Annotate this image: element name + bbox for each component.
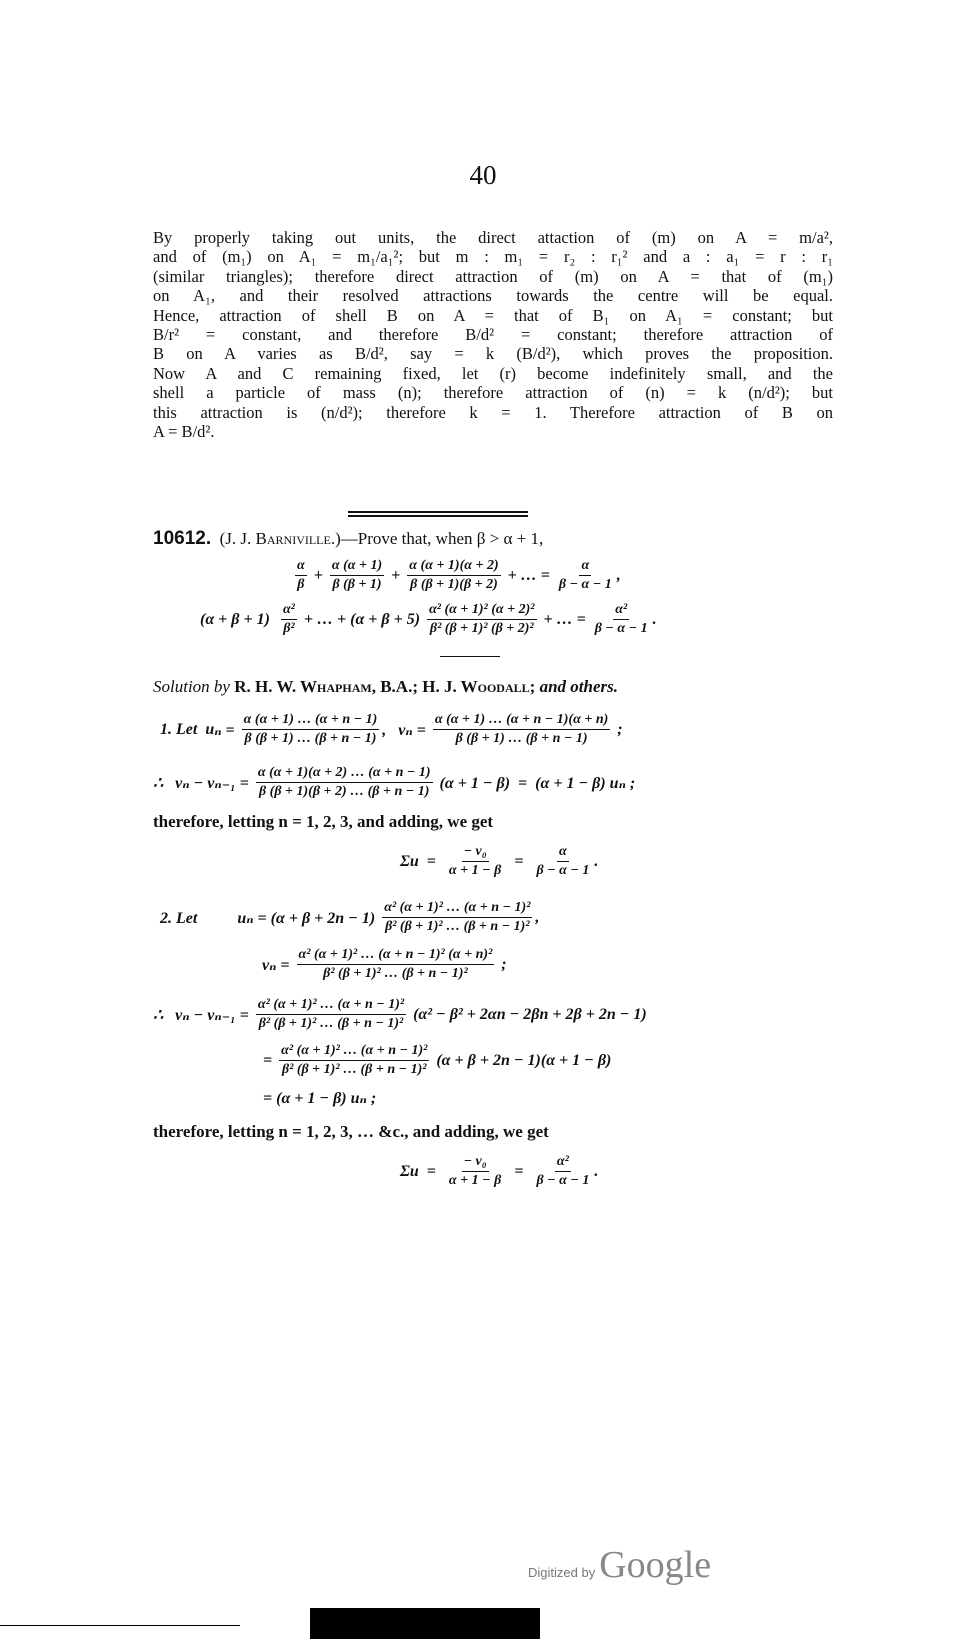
paragraph-line: By properly taking out units, the direct attaction of (m) on A = m/a², bbox=[153, 228, 833, 247]
denominator: β − α − 1 bbox=[536, 1173, 590, 1188]
letting-text-2: therefore, letting n = 1, 2, 3, … &c., and adding, we get bbox=[153, 1122, 549, 1141]
equation-text: , vₙ = bbox=[382, 721, 430, 739]
paragraph-line: B on A varies as B/d², say = k (B/d²), which proves the proposition. bbox=[153, 344, 833, 364]
equation-text: = bbox=[263, 1051, 277, 1069]
numerator: α bbox=[579, 558, 591, 576]
denominator: β (β + 1) … (β + n − 1) bbox=[455, 731, 588, 746]
equation-text: ; bbox=[497, 955, 507, 973]
paragraph-line: on A₁, and their resolved attractions towards the centre will be equal. bbox=[153, 286, 833, 306]
equation-text: + bbox=[387, 566, 405, 584]
equation-text: ₙ = bbox=[214, 721, 239, 739]
denominator: β (β + 1) … (β + n − 1) bbox=[244, 731, 377, 746]
fraction bbox=[447, 844, 503, 879]
fraction bbox=[447, 1154, 503, 1189]
solution-suffix: and others. bbox=[539, 677, 618, 696]
digitized-by-google-watermark bbox=[528, 1543, 711, 1587]
solution-heading bbox=[153, 677, 618, 697]
numerator: α (α + 1)(α + 2) bbox=[407, 558, 500, 576]
denominator: β bbox=[297, 577, 305, 592]
fraction bbox=[295, 558, 307, 593]
letting-text-1: therefore, letting n = 1, 2, 3, and adding, we get bbox=[153, 812, 494, 831]
equation-text: + … = bbox=[539, 610, 590, 628]
equation-text: (α + 1 − β) = (α + 1 − β) uₙ ; bbox=[435, 774, 636, 792]
denominator: β² (β + 1)² … (β + n − 1)² bbox=[385, 919, 530, 934]
equation-text: = bbox=[506, 852, 532, 870]
numerator: α (α + 1) bbox=[330, 558, 384, 576]
numerator: α² (α + 1)² … (α + n − 1)² bbox=[279, 1043, 429, 1061]
scan-edge-line bbox=[0, 1625, 240, 1626]
equation-text: Σu = bbox=[400, 1162, 444, 1180]
sum-result-2 bbox=[400, 1154, 598, 1189]
denominator: β² (β + 1)² … (β + n − 1)² bbox=[281, 1062, 427, 1077]
question-number: 10612. bbox=[153, 528, 212, 549]
fraction bbox=[330, 558, 384, 593]
fraction bbox=[534, 1154, 591, 1189]
google-logo: Google bbox=[599, 1544, 712, 1586]
denominator: β − α − 1 bbox=[558, 577, 612, 592]
fraction bbox=[256, 997, 406, 1032]
numerator: α² bbox=[613, 602, 629, 620]
paragraph-line: and of (m₁) on A₁ = m₁/a₁²; but m : m₁ = r₂ : r₁² and a : a₁ = r : r₁ bbox=[153, 247, 833, 267]
paragraph-line: this attraction is (n/d²); therefore k = 1. Therefore attraction of B on bbox=[153, 402, 833, 422]
paragraph-line: Now A and C remaining fixed, let (r) become indefinitely small, and the bbox=[153, 363, 833, 383]
numerator: α² (α + 1)² … (α + n − 1)² bbox=[382, 900, 532, 918]
numerator: α bbox=[557, 844, 569, 862]
equation-text: 2. Let uₙ = (α + β + 2n − 1) bbox=[160, 909, 380, 927]
numerator: − v₀ bbox=[462, 1154, 489, 1172]
equation-text: (α + β + 1) bbox=[200, 610, 278, 628]
equation-text: ∴ vₙ − vₙ₋₁ = bbox=[153, 774, 253, 792]
denominator: β − α − 1 bbox=[536, 863, 590, 878]
numerator: α² (α + 1)² (α + 2)² bbox=[427, 602, 536, 620]
numerator: α² (α + 1)² … (α + n − 1)² (α + n)² bbox=[297, 947, 495, 965]
denominator: α + 1 − β bbox=[448, 1173, 502, 1188]
equation-text: = (α + 1 − β) uₙ ; bbox=[263, 1090, 377, 1107]
numerator: α² bbox=[555, 1154, 571, 1172]
solution-eq-7 bbox=[263, 1088, 376, 1108]
equation-text: = bbox=[506, 1162, 532, 1180]
numerator: α² (α + 1)² … (α + n − 1)² bbox=[256, 997, 406, 1015]
question-equation-1 bbox=[292, 558, 621, 593]
equation-text: + … = bbox=[503, 566, 554, 584]
denominator: β (β + 1) bbox=[332, 577, 382, 592]
denominator: β (β + 1)(β + 2) bbox=[410, 577, 498, 592]
equation-text: + … + (α + β + 5) bbox=[299, 610, 425, 628]
solution-eq-3 bbox=[160, 900, 539, 935]
numerator: α (α + 1)(α + 2) … (α + n − 1) bbox=[256, 765, 433, 783]
equation-text: . bbox=[594, 852, 599, 870]
denominator: β² (β + 1)² … (β + n − 1)² bbox=[323, 966, 468, 981]
page-number: 40 bbox=[469, 160, 497, 190]
question-header bbox=[153, 528, 543, 550]
solution-prefix: Solution by bbox=[153, 677, 230, 696]
denominator: α + 1 − β bbox=[448, 863, 502, 878]
equation-text: . bbox=[652, 610, 657, 628]
scan-edge-bar bbox=[310, 1608, 540, 1639]
fraction bbox=[279, 1043, 429, 1078]
fraction bbox=[593, 602, 650, 637]
equation-text: Σu = bbox=[400, 852, 444, 870]
equation-text: + bbox=[309, 566, 327, 584]
equation-text: ∴ vₙ − vₙ₋₁ = bbox=[153, 1006, 253, 1024]
solution-authors: R. H. W. Whapham, B.A.; H. J. Woodall; bbox=[234, 677, 536, 696]
paragraph-line: B/r² = constant, and therefore B/d² = constant; therefore attraction of bbox=[153, 324, 833, 344]
equation-text: (α + β + 2n − 1)(α + 1 − β) bbox=[432, 1051, 612, 1069]
equation-text: . bbox=[594, 1162, 599, 1180]
denominator: β² (β + 1)² … (β + n − 1)² bbox=[258, 1016, 404, 1031]
numerator: − v₀ bbox=[462, 844, 489, 862]
question-author: (J. J. Barniville.) bbox=[219, 529, 341, 548]
double-rule-divider bbox=[348, 511, 528, 517]
denominator: β² (β + 1)² (β + 2)² bbox=[429, 621, 534, 636]
fraction bbox=[297, 947, 495, 982]
numerator: α bbox=[295, 558, 307, 576]
solution-eq-5 bbox=[153, 997, 647, 1032]
denominator: β² bbox=[283, 621, 295, 636]
fraction bbox=[281, 602, 297, 637]
denominator: β (β + 1)(β + 2) … (β + n − 1) bbox=[259, 784, 430, 799]
equation-text: 1. Let u bbox=[160, 720, 215, 738]
paragraph-line: shell a particle of mass (n); therefore attraction of (n) = k (n/d²); but bbox=[153, 383, 833, 403]
paragraph-line: Hence, attraction of shell B on A = that of B₁ on A₁ = constant; but bbox=[153, 305, 833, 325]
question-text: —Prove that, when β > α + 1, bbox=[340, 529, 544, 548]
solution-eq-2 bbox=[153, 765, 635, 800]
fraction bbox=[256, 765, 433, 800]
question-equation-2 bbox=[200, 602, 657, 637]
fraction bbox=[557, 558, 614, 593]
fraction bbox=[382, 900, 532, 935]
numerator: α² bbox=[281, 602, 297, 620]
equation-text: vₙ = bbox=[262, 956, 294, 974]
equation-text: , bbox=[535, 908, 540, 926]
solution-eq-6 bbox=[263, 1043, 611, 1078]
fraction bbox=[242, 712, 380, 747]
fraction bbox=[407, 558, 500, 593]
equation-text: (α² − β² + 2αn − 2βn + 2β + 2n − 1) bbox=[409, 1005, 647, 1023]
solution-eq-4 bbox=[262, 947, 507, 982]
numerator: α (α + 1) … (α + n − 1)(α + n) bbox=[433, 712, 610, 730]
fraction bbox=[427, 602, 536, 637]
paragraph-line: A = B/d². bbox=[153, 421, 215, 441]
denominator: β − α − 1 bbox=[594, 621, 648, 636]
paragraph-line: (similar triangles); therefore direct attraction of (m) on A = that of (m₁) bbox=[153, 266, 833, 286]
equation-text: , bbox=[616, 566, 621, 584]
body-paragraph bbox=[153, 228, 833, 441]
watermark-prefix: Digitized by bbox=[528, 1565, 596, 1580]
sum-result-1 bbox=[400, 844, 598, 879]
fraction bbox=[433, 712, 610, 747]
short-rule-divider bbox=[440, 656, 500, 657]
fraction bbox=[534, 844, 591, 879]
numerator: α (α + 1) … (α + n − 1) bbox=[242, 712, 380, 730]
solution-eq-1 bbox=[160, 712, 623, 747]
equation-text: ; bbox=[613, 720, 623, 738]
